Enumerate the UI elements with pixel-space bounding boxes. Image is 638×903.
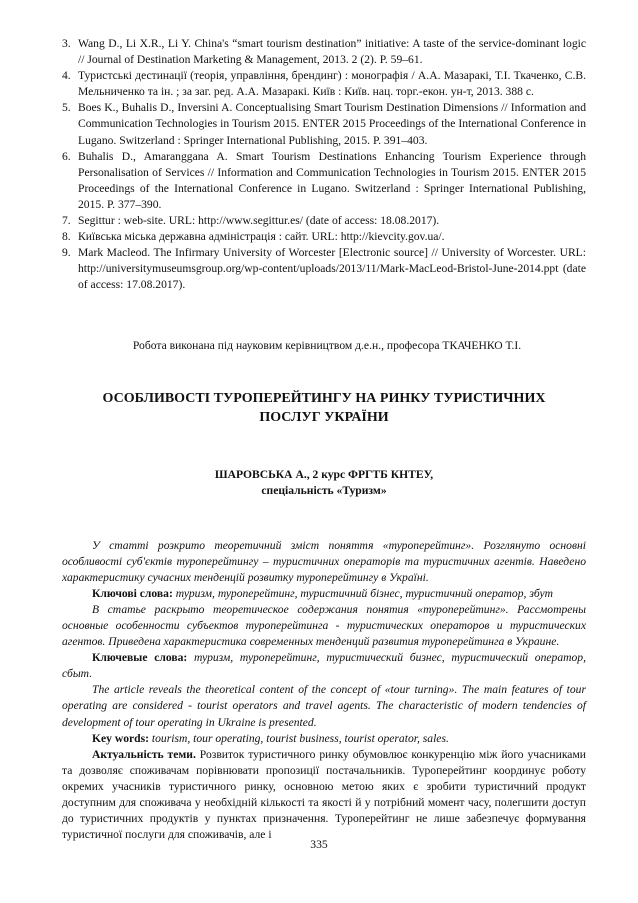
- page-body: [62, 36, 586, 843]
- reference-text: Туристські дестинації (теорія, управління, брендинг) : монографія / А.А. Мазаракі, Т.І. Ткаченко, С.В. Мельниченко та ін. ; за заг. ред. А.А. Мазаракі. Київ : Київ. нац. торг.-екон. ун-т, 2013. 388 с.: [78, 69, 586, 99]
- keywords-label: Key words:: [92, 731, 149, 745]
- reference-text: Segittur : web-site. URL: http://www.segittur.es/ (date of access: 18.08.2017).: [78, 214, 440, 228]
- keywords-ukrainian: [62, 586, 586, 602]
- reference-number: 5.: [62, 101, 71, 115]
- relevance-label: Актуальність теми.: [92, 747, 196, 761]
- reference-text: Mark Macleod. The Infirmary University of Worcester [Electronic source] // University of Worcester. URL: http://universitymuseumsgroup.org/wp-content/uploads/2013/11/Mark-MacLeod-Bristol-June-2014.ppt (date of access: 17.08.2017).: [78, 246, 586, 292]
- reference-item: [62, 68, 586, 100]
- reference-number: 3.: [62, 37, 71, 50]
- keywords-text: tourism, tour operating, tourist business, tourist operator, sales.: [149, 731, 449, 745]
- reference-text: Київська міська державна адміністрація : сайт. URL: http://kievcity.gov.ua/.: [78, 230, 445, 244]
- reference-text: Wang D., Li X.R., Li Y. China's “smart tourism destination” initiative: A taste of the service-dominant logic // Journal of Destination Marketing & Management, 2013. 2 (2). P. 59–61.: [78, 37, 586, 67]
- keywords-label: Ключові слова:: [92, 586, 173, 600]
- reference-number: 8.: [62, 230, 71, 244]
- article-title: ОСОБЛИВОСТІ ТУРОПЕРЕЙТИНГУ НА РИНКУ ТУРИСТИЧНИХ ПОСЛУГ УКРАЇНИ: [102, 390, 546, 425]
- reference-item: [62, 229, 586, 245]
- relevance-paragraph: [62, 747, 586, 844]
- reference-text: Buhalis D., Amaranggana A. Smart Tourism Destinations Enhancing Tourism Experience through Personalisation of Services // Information and Communication Technologies in Tourism 2015. ENTER 2015 Proceedings of the International Conference in Lugano. Switzerland : Springer International Publishing, 2015. P. 377–390.: [78, 149, 586, 211]
- reference-text: Boes K., Buhalis D., Inversini A. Conceptualising Smart Tourism Destination Dimensions // Information and Communication Technologies in Tourism 2015. ENTER 2015 Proceedings of the International Conference in Lugano. Switzerland : Springer International Publishing, 2015. P. 391–403.: [78, 101, 586, 147]
- author-block: [62, 467, 586, 500]
- reference-item: [62, 213, 586, 229]
- page-number: 335: [310, 838, 328, 851]
- relevance-text: Розвиток туристичного ринку обумовлює конкуренцію між його учасниками та дозволяє споживачам порівнювати пропозиції постачальників. Туроперейтинг координує роботу окремих учасників туристичного ринку, основною метою яких є зробити туристичний продукт доступним для споживача у необхідній кількості та якості й у потрібний момент часу, полегшити доступ до туристичних продуктів у пунктах призначення. Туроперейтинг не лише забезпечує формування туристичної послуги для споживачів, але і: [62, 747, 586, 842]
- author-name: ШАРОВСЬКА А., 2 курс ФРГТБ КНТЕУ,: [214, 467, 434, 481]
- keywords-english: [62, 731, 586, 747]
- abstracts-section: [62, 538, 586, 844]
- reference-number: 4.: [62, 69, 71, 83]
- reference-number: 7.: [62, 214, 71, 228]
- abstract-russian: В статье раскрыто теоретическое содержания понятия «туроперейтинг». Рассмотрены основные особенности субъектов туроперейтинга - туристических операторов и туристических агентов. Приведена характеристика современных тенденций развития туроперейтинга в Украине.: [62, 602, 586, 649]
- abstract-ukrainian: У статті розкрито теоретичний зміст поняття «туроперейтинг». Розглянуто основні особливості суб'єктів туроперейтингу – туристичних операторів та туристичних агентів. Наведено характеристику сучасних тенденцій розвитку туроперейтингу в Україні.: [62, 538, 586, 584]
- keywords-text: туризм, туроперейтинг, туристичний бізнес, туристичний оператор, збут: [172, 586, 554, 600]
- reference-list: [62, 36, 586, 294]
- reference-item: [62, 149, 586, 213]
- keywords-text: туризм, туроперейтинг, туристический бизнес, туристический оператор, сбыт.: [62, 651, 586, 681]
- reference-item: [62, 36, 586, 68]
- reference-number: 6.: [62, 149, 71, 163]
- reference-item: [62, 100, 586, 148]
- supervisor-note: Робота виконана під науковим керівництвом д.е.н., професора ТКАЧЕНКО Т.І.: [132, 338, 522, 352]
- author-specialty: спеціальність «Туризм»: [261, 484, 387, 497]
- abstract-english: The article reveals the theoretical content of the concept of «tour turning». The main features of tour operating are considered - tourist operators and travel agents. The characteristic of modern tendencies of development of tour operating in Ukraine is presented.: [62, 683, 586, 729]
- reference-item: [62, 245, 586, 293]
- keywords-russian: [62, 650, 586, 682]
- keywords-label: Ключевые слова:: [92, 651, 188, 665]
- reference-number: 9.: [62, 246, 71, 260]
